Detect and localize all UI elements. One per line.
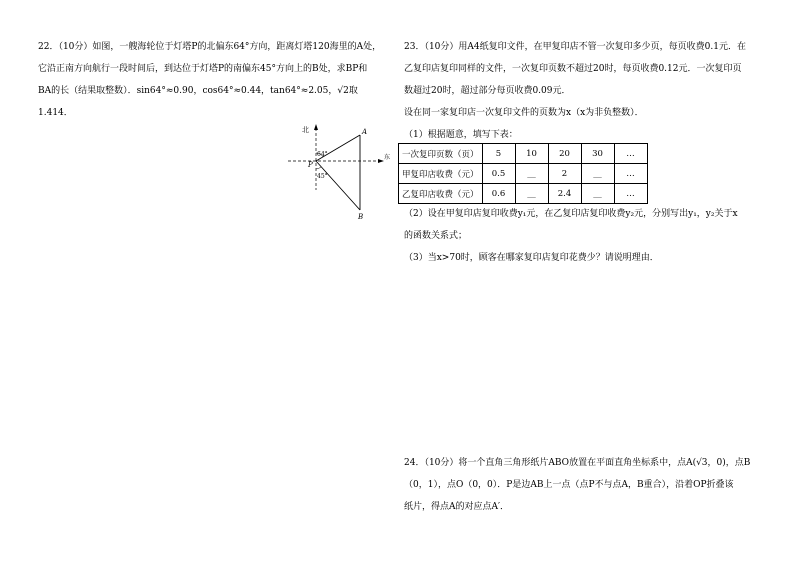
q23-part3: （3）当x>70时，顾客在哪家复印店复印花费少？请说明理由． [404,253,659,263]
table-cell: 一次复印页数（页） [399,144,483,164]
q23-line-2: 乙复印店复印同样的文件，一次复印页数不超过20时，每页收费0.12元．一次复印页 [404,64,742,74]
q24-line-3: 纸片，得点A的对应点A′． [404,502,510,512]
fee-table [398,143,648,204]
table-cell: __ [515,164,548,184]
question-23 [404,36,764,146]
q22-line-1: 22．（10分）如图，一艘海轮位于灯塔P的北偏东64°方向，距离灯塔120海里的A处， [38,42,382,52]
table-cell: 0.6 [482,184,515,204]
q22-line-2: 它沿正南方向航行一段时间后，到达位于灯塔P的南偏东45°方向上的B处，求BP和 [38,64,368,74]
q24-line-2: （0，1），点O（0，0）．P是边AB上一点（点P不与点A，B重合），沿着OP折叠该 [404,480,734,490]
q24-line-1: 24．（10分）将一个直角三角形纸片ABO放置在平面直角坐标系中，点A(√3，0)，点B [404,458,751,468]
table-cell: 20 [548,144,581,164]
label-B: B [358,213,364,220]
segment-PB [316,161,360,210]
table-cell: … [614,164,647,184]
table-cell: 乙复印店收费（元） [399,184,483,204]
table-cell: 2 [548,164,581,184]
q23-part2-cont: 的函数关系式； [404,231,468,241]
q23-line-3: 数超过20时，超过部分每页收费0.09元． [404,86,571,96]
table-row [399,164,648,184]
label-P: P [308,161,313,169]
table-cell: 5 [482,144,515,164]
table-cell: 10 [515,144,548,164]
question-24 [404,452,764,518]
table-cell: … [614,144,647,164]
table-cell: 30 [581,144,614,164]
table-cell: … [614,184,647,204]
question-22 [38,36,388,124]
q23-line-1: 23．（10分）用A4纸复印文件，在甲复印店不管一次复印多少页，每页收费0.1元．在 [404,42,746,52]
label-A: A [362,128,368,136]
q22-line-4: 1.414． [38,108,73,118]
q23-line-4: 设在同一家复印店一次复印文件的页数为x（x为非负整数）． [404,108,644,118]
table-cell: 0.5 [482,164,515,184]
angle-arc-45 [316,167,321,169]
label-angle-45: 45° [317,173,328,180]
q23-part1: （1）根据题意，填写下表： [404,130,518,140]
table-row [399,184,648,204]
q22-line-3: BA的长（结果取整数）．sin64°≈0.90，cos64°≈0.44，tan64°≈2.05，√2取 [38,86,358,96]
table-cell: 2.4 [548,184,581,204]
north-arrow [314,124,318,130]
label-east: 东 [384,154,391,161]
label-north: 北 [302,126,309,134]
q23-part2: （2）设在甲复印店复印收费y₁元，在乙复印店复印收费y₂元，分别写出y₁，y₂关于x [404,209,738,219]
table-row [399,144,648,164]
table-cell: __ [515,184,548,204]
question-23-parts [404,203,764,269]
bearing-diagram [280,120,400,220]
label-angle-64: 64° [317,151,328,158]
table-cell: __ [581,184,614,204]
table-cell: __ [581,164,614,184]
table-cell: 甲复印店收费（元） [399,164,483,184]
